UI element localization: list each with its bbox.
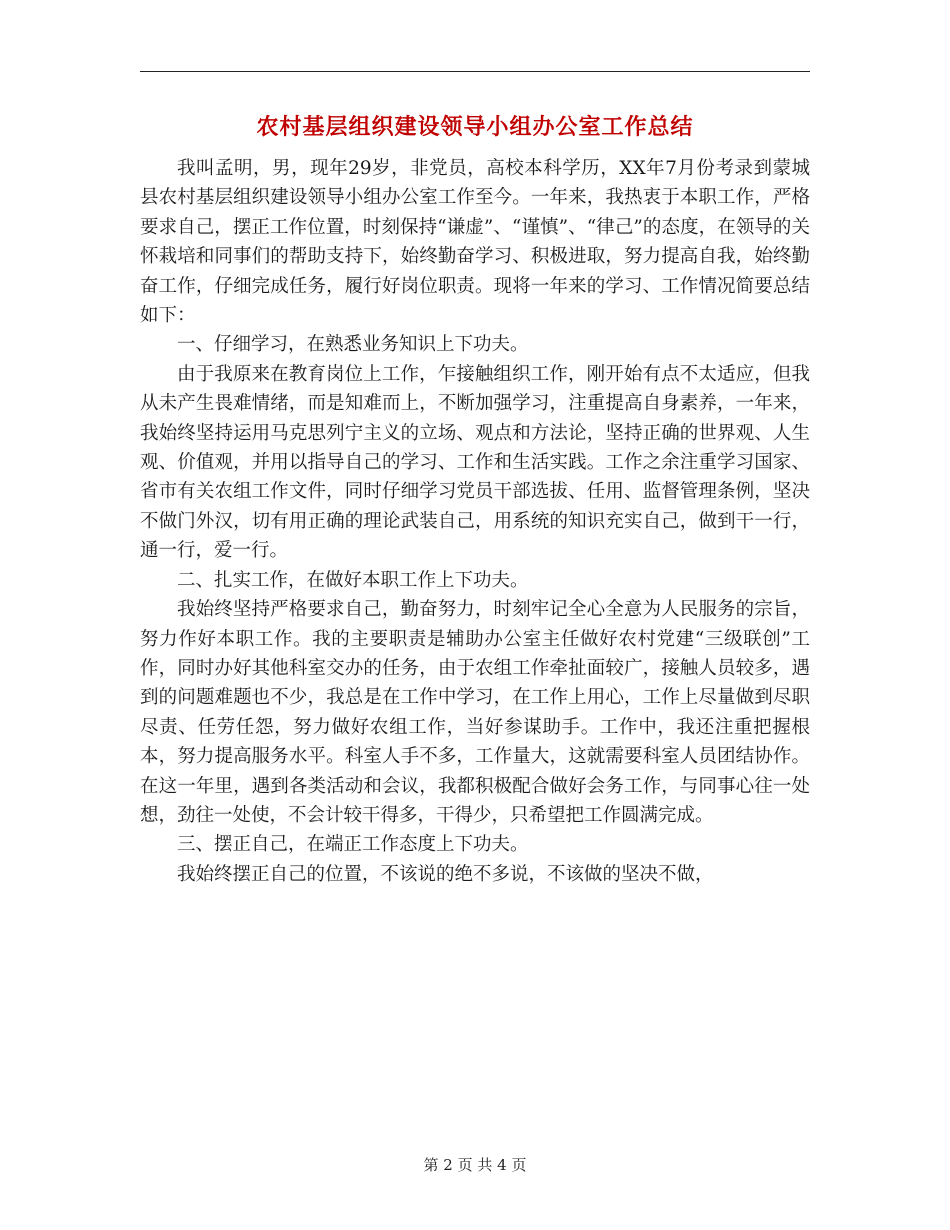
document-title: 农村基层组织建设领导小组办公室工作总结: [256, 114, 694, 140]
paragraph-section-3: 我始终摆正自己的位置，不该说的绝不多说，不该做的坚决不做，: [177, 863, 714, 885]
page-number-footer: 第 2 页 共 4 页: [423, 1156, 527, 1174]
section-heading-2: 二、扎实工作，在做好本职工作上下功夫。: [177, 569, 529, 591]
section-heading-1: 一、仔细学习，在熟悉业务知识上下功夫。: [177, 334, 529, 356]
header-rule: [140, 71, 810, 72]
paragraph-section-2: 我始终坚持严格要求自己，勤奋努力，时刻牢记全心全意为人民服务的宗旨，努力作好本职工作。我的主要职责是辅助办公室主任做好农村党建“三级联创”工作，同时办好其他科室交办的任务，由于农组工作牵扯面较广，接触人员较多，遇到的问题难题也不少，我总是在工作中学习，在工作上用心，工作上尽量做到尽职尽责、任劳任怨，努力做好农组工作，当好参谋助手。工作中，我还注重把握根本，努力提高服务水平。科室人手不多，工作量大，这就需要科室人员团结协作。在这一年里，遇到各类活动和会议，我都积极配合做好会务工作，与同事心往一处想，劲往一处使，不会计较干得多，干得少，只希望把工作圆满完成。: [140, 599, 810, 826]
paragraph-section-1: 由于我原来在教育岗位上工作，乍接触组织工作，刚开始有点不太适应，但我从未产生畏难情绪，而是知难而上，不断加强学习，注重提高自身素养，一年来，我始终坚持运用马克思列宁主义的立场、观点和方法论，坚持正确的世界观、人生观、价值观，并用以指导自己的学习、工作和生活实践。工作之余注重学习国家、省市有关农组工作文件，同时仔细学习党员干部选拔、任用、监督管理条例，坚决不做门外汉，切有用正确的理论武装自己，用系统的知识充实自己，做到干一行，通一行，爱一行。: [140, 363, 810, 562]
document-body: [140, 154, 810, 889]
section-heading-3: 三、摆正自己，在端正工作态度上下功夫。: [177, 834, 529, 856]
paragraph-intro: 我叫孟明，男，现年29岁，非党员，高校本科学历，XX年7月份考录到蒙城县农村基层组织建设领导小组办公室工作至今。一年来，我热衷于本职工作，严格要求自己，摆正工作位置，时刻保持“谦虚”、“谨慎”、“律己”的态度，在领导的关怀栽培和同事们的帮助支持下，始终勤奋学习、积极进取，努力提高自我，始终勤奋工作，仔细完成任务，履行好岗位职责。现将一年来的学习、工作情况简要总结如下：: [140, 158, 810, 327]
